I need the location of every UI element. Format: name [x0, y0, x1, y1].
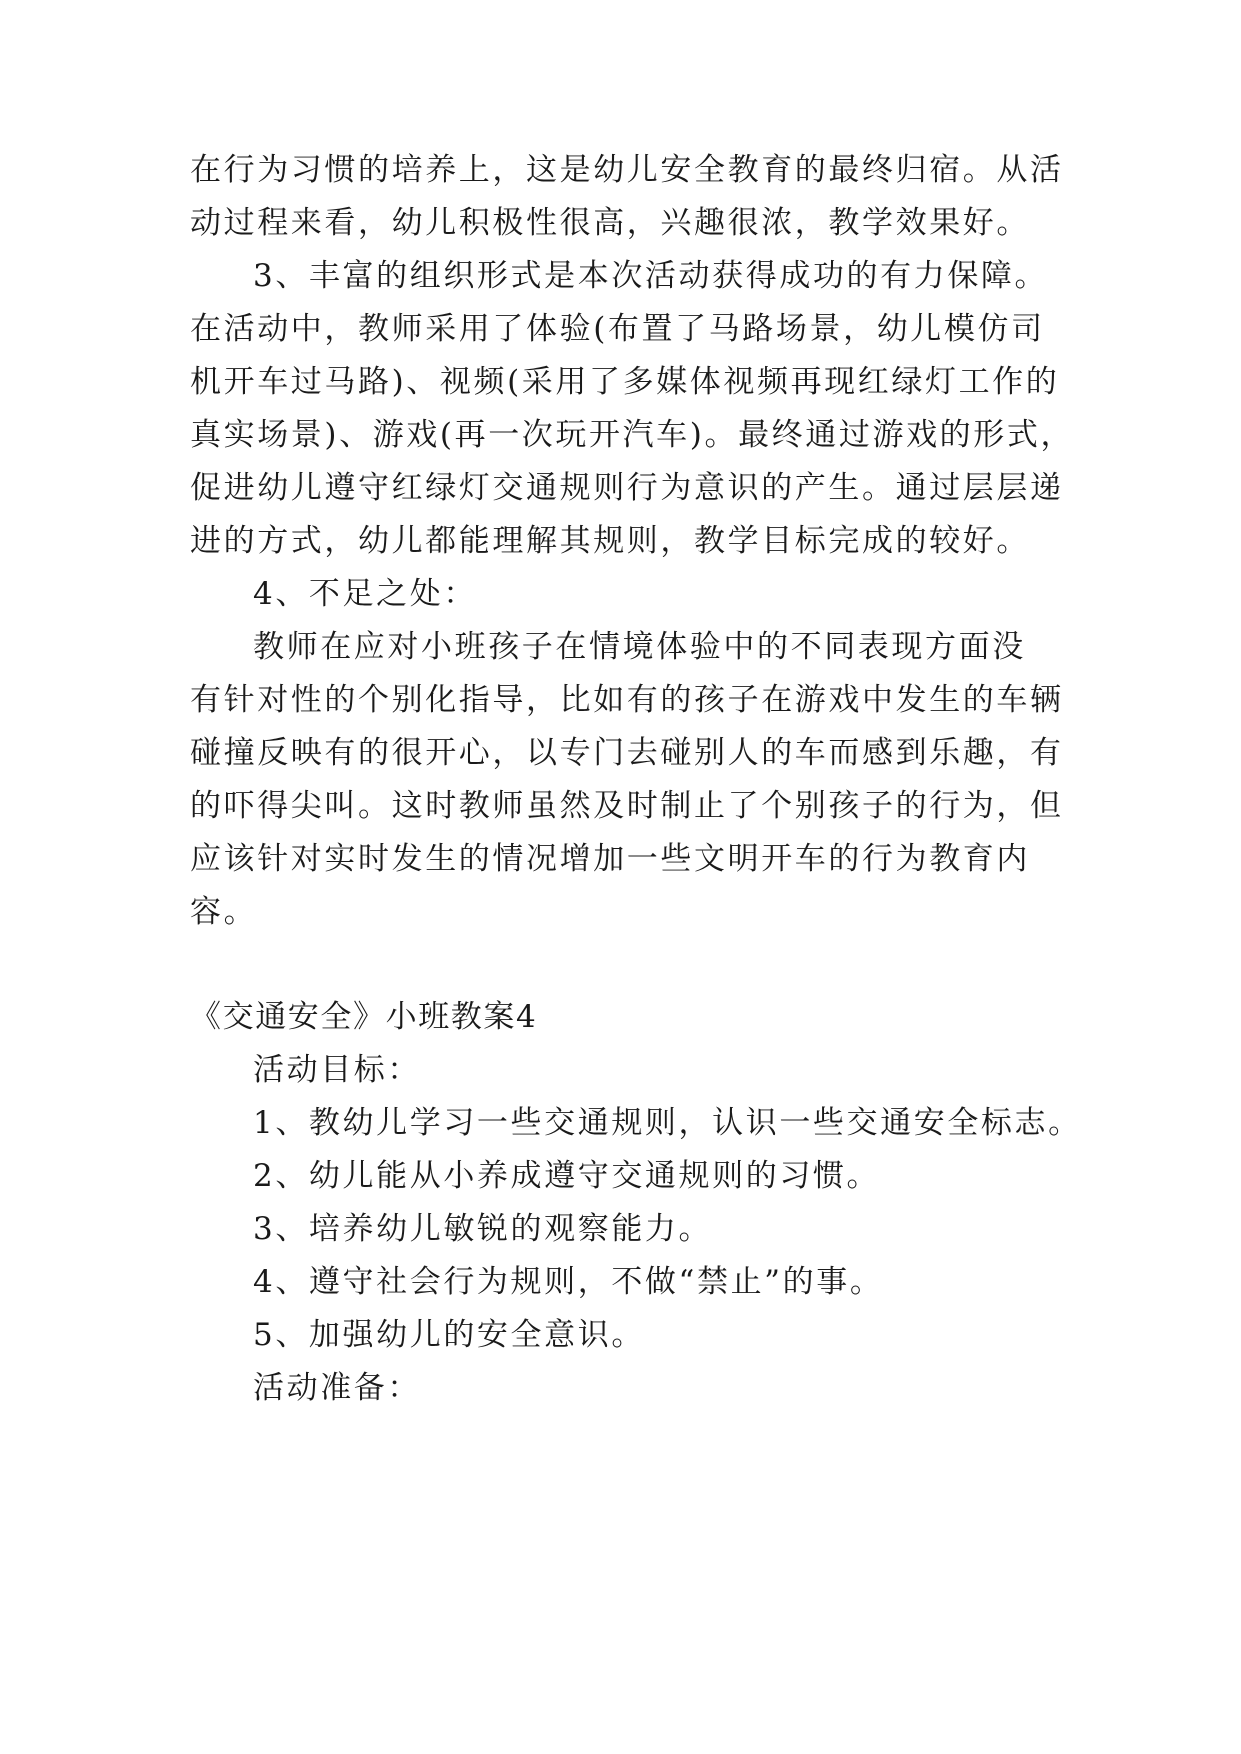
goals-heading: 活动目标： [253, 1052, 421, 1088]
goal-item: 5、加强幼儿的安全意识。 [253, 1317, 645, 1353]
goal-item: 3、培养幼儿敏锐的观察能力。 [253, 1211, 713, 1247]
paragraph-line: 应该针对实时发生的情况增加一些文明开车的行为教育内 [190, 841, 1030, 877]
paragraph-line: 3、丰富的组织形式是本次活动获得成功的有力保障。 [253, 258, 1049, 294]
paragraph-line: 真实场景)、游戏(再一次玩开汽车)。最终通过游戏的形式， [190, 417, 1075, 453]
paragraph-line: 的吓得尖叫。这时教师虽然及时制止了个别孩子的行为，但 [190, 788, 1064, 824]
paragraph-line: 4、不足之处： [253, 576, 477, 612]
paragraph-line: 容。 [190, 894, 258, 930]
paragraph-line: 教师在应对小班孩子在情境体验中的不同表现方面没 [253, 629, 1026, 665]
paragraph-line: 机开车过马路)、视频(采用了多媒体视频再现红绿灯工作的 [190, 364, 1060, 400]
paragraph-line: 碰撞反映有的很开心，以专门去碰别人的车而感到乐趣，有 [190, 735, 1064, 771]
paragraph-line: 在行为习惯的培养上，这是幼儿安全教育的最终归宿。从活 [190, 152, 1064, 188]
goal-item: 1、教幼儿学习一些交通规则，认识一些交通安全标志。 [253, 1105, 1082, 1141]
section-title: 《交通安全》小班教案4 [190, 999, 538, 1035]
prep-heading: 活动准备： [253, 1370, 421, 1406]
paragraph-line: 有针对性的个别化指导，比如有的孩子在游戏中发生的车辆 [190, 682, 1064, 718]
paragraph-line: 促进幼儿遵守红绿灯交通规则行为意识的产生。通过层层递 [190, 470, 1064, 506]
goal-item: 4、遵守社会行为规则，不做“禁止”的事。 [253, 1264, 884, 1300]
paragraph-line: 在活动中，教师采用了体验(布置了马路场景，幼儿模仿司 [190, 311, 1045, 347]
paragraph-line: 进的方式，幼儿都能理解其规则，教学目标完成的较好。 [190, 523, 1030, 559]
goal-item: 2、幼儿能从小养成遵守交通规则的习惯。 [253, 1158, 881, 1194]
paragraph-line: 动过程来看，幼儿积极性很高，兴趣很浓，教学效果好。 [190, 205, 1030, 241]
